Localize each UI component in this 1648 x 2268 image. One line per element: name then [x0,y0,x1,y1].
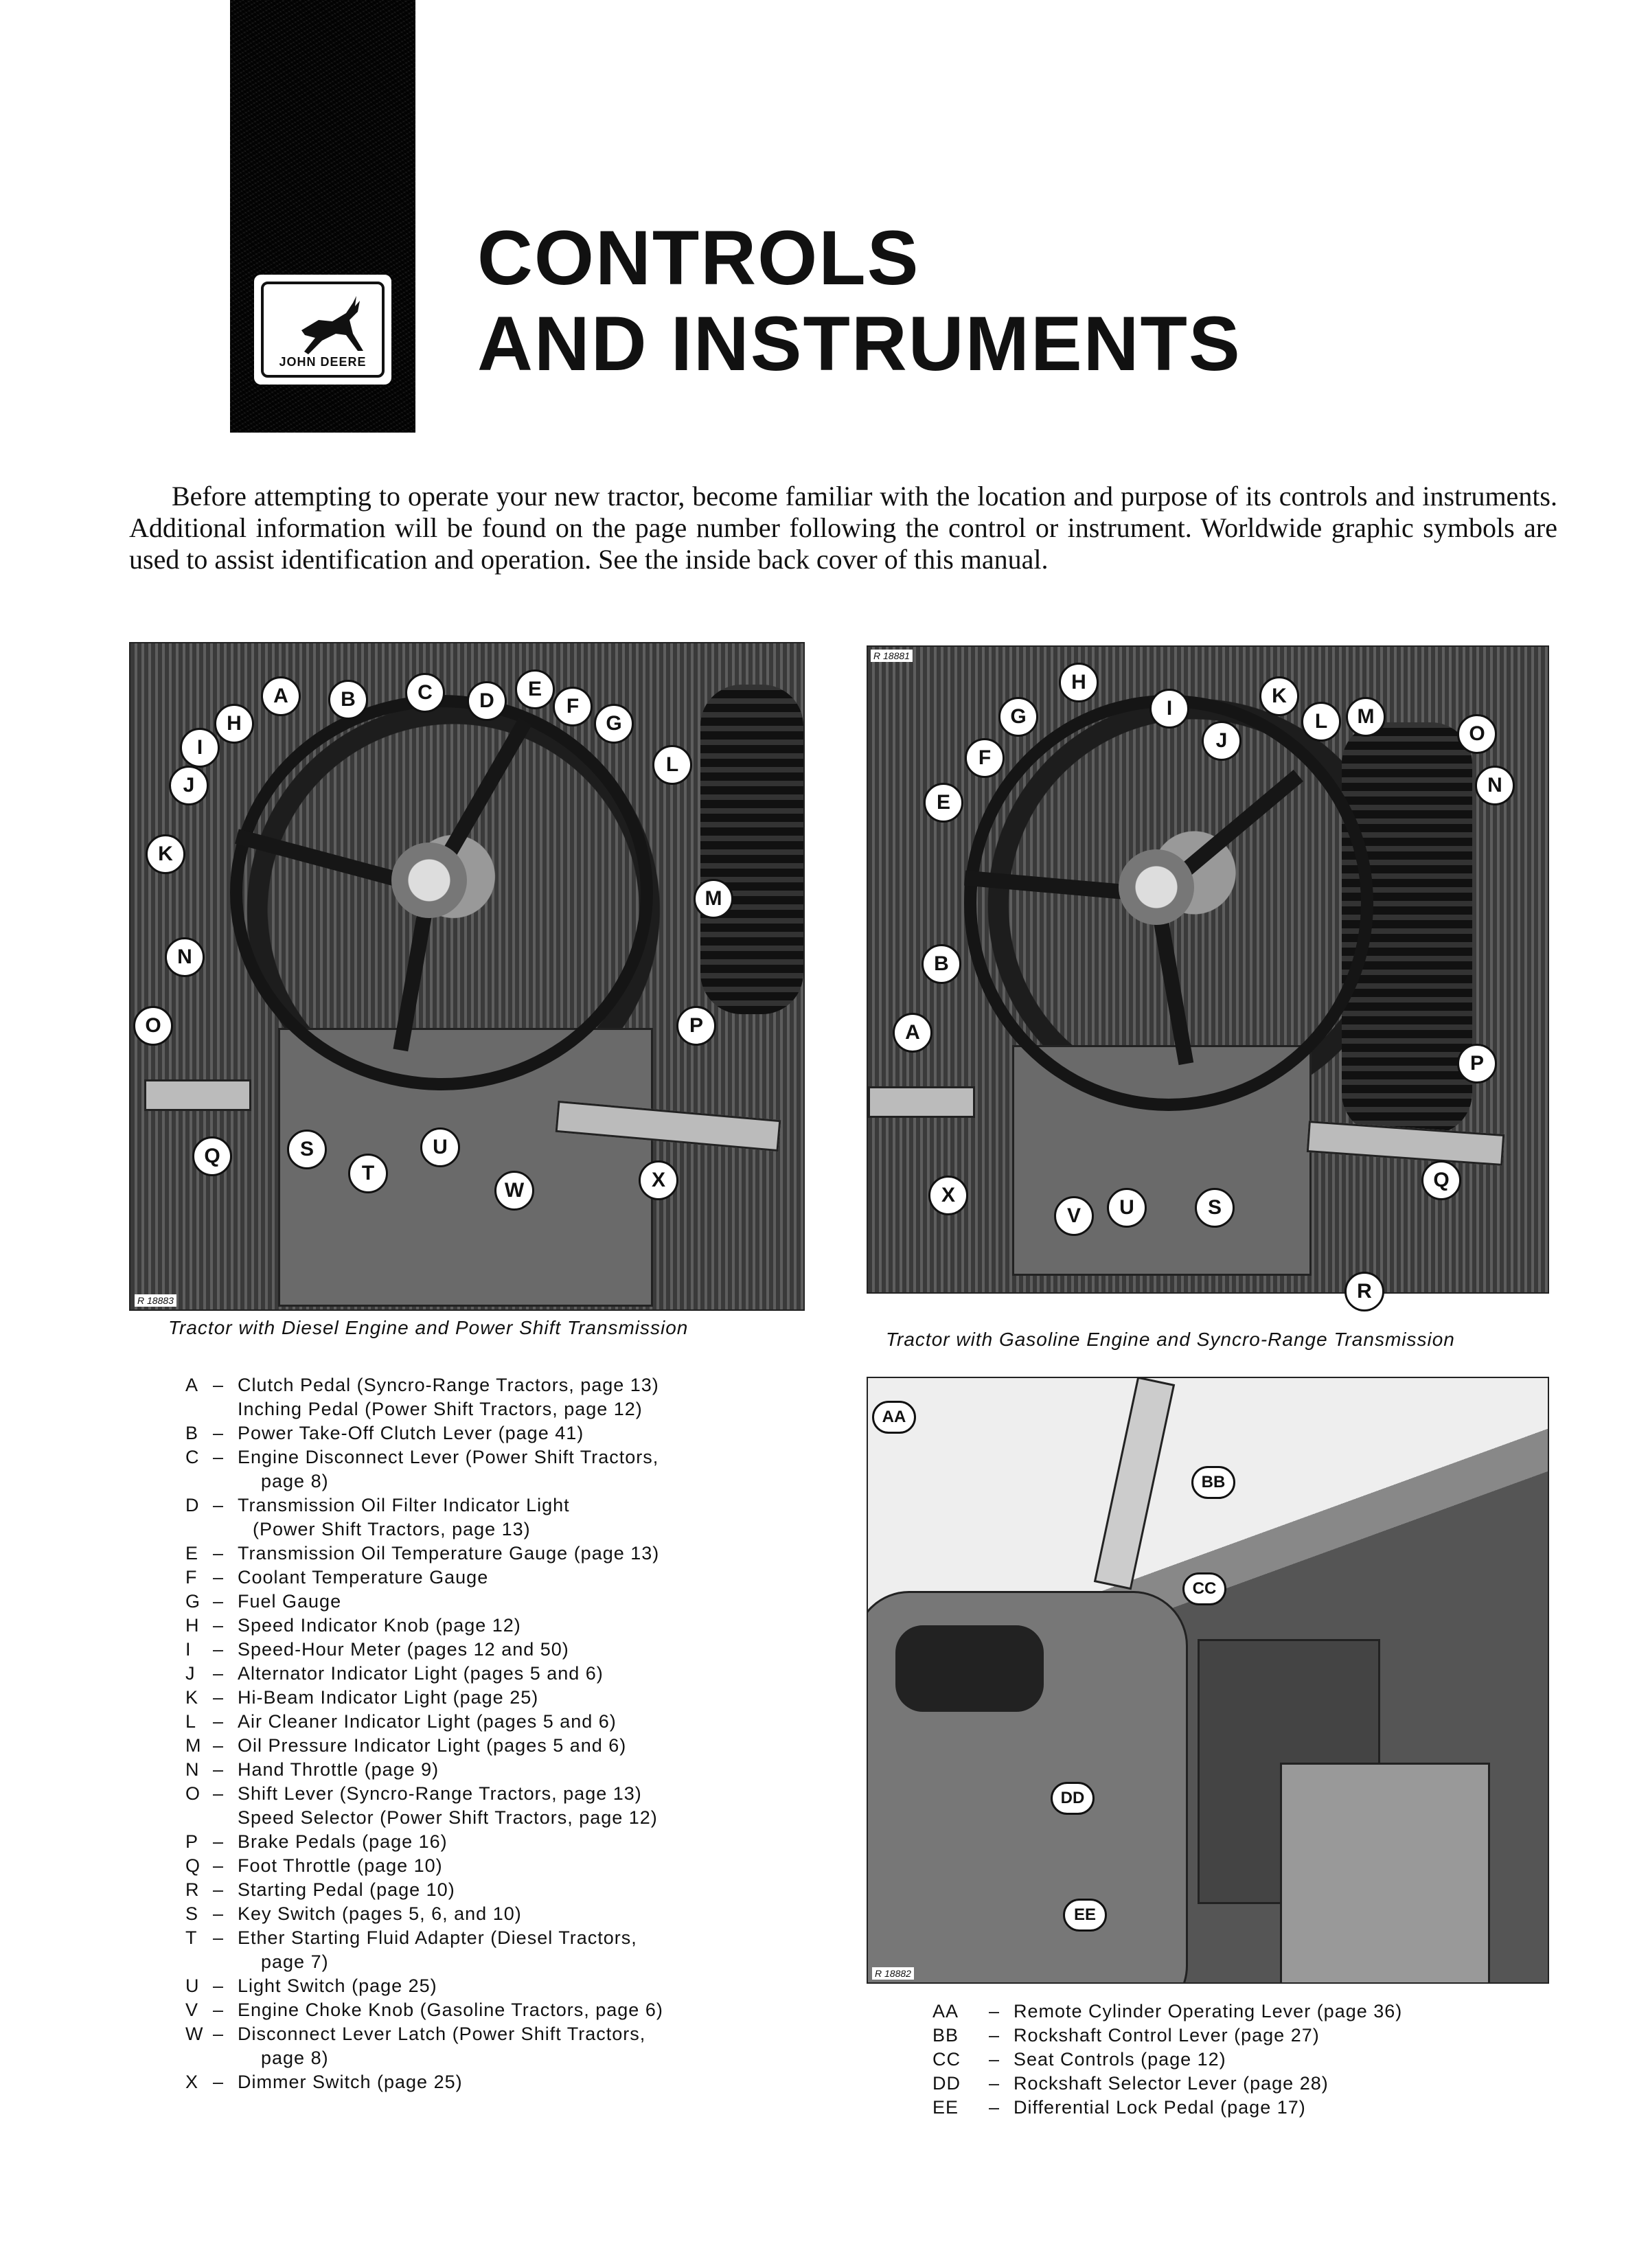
legend-key: CC [932,2049,961,2070]
legend-item-continuation [185,1469,803,1493]
leaping-deer-icon [295,293,370,358]
legend-text: Oil Pressure Indicator Light (pages 5 and 6) [238,1735,627,1756]
legend-item [932,2096,1523,2120]
callout-j: J [1202,721,1241,761]
legend-dash: – [213,1591,225,1612]
gasoline-photo-id: R 18881 [871,650,913,662]
callout-e: E [924,783,963,823]
legend-key: H [185,1615,200,1636]
legend-dash: – [213,1639,225,1660]
legend-key: N [185,1759,200,1780]
callout-i: I [1149,689,1189,729]
legend-text: Air Cleaner Indicator Light (pages 5 and 6) [238,1711,617,1732]
legend-item [185,1902,803,1926]
legend-text: Alternator Indicator Light (pages 5 and 6) [238,1663,604,1684]
callout-p: P [1457,1044,1497,1084]
legend-text: Differential Lock Pedal (page 17) [1014,2097,1306,2118]
callout-g: A [261,676,301,716]
legend-text: Rockshaft Control Lever (page 27) [1014,2025,1320,2046]
callout-ee: EE [1063,1899,1107,1932]
legend-item [185,1926,803,1950]
legend-dash: – [989,2025,1000,2046]
callout-k: E [515,669,555,709]
legend-text: Engine Choke Knob (Gasoline Tractors, page 6) [238,2000,663,2020]
legend-key: O [185,1783,201,1804]
callout-l: L [1301,702,1341,742]
legend-dash: – [213,1543,225,1563]
callout-p: P [676,1006,716,1046]
legend-dash: – [213,1375,225,1395]
legend-dash: – [989,2049,1000,2070]
callout-o: O [1457,714,1497,754]
legend-dash: – [213,1975,225,1996]
callout-s: S [1195,1188,1235,1228]
legend-dash: – [213,1903,225,1924]
legend-item-continuation [185,1517,803,1542]
legend-text: Ether Starting Fluid Adapter (Diesel Tractors, [238,1927,637,1948]
legend-key: I [185,1639,192,1660]
callout-a: O [133,1006,173,1046]
legend-text: Coolant Temperature Gauge [238,1567,489,1588]
legend-key: D [185,1495,200,1515]
legend-dash: – [213,1735,225,1756]
callout-r: R [1344,1272,1384,1311]
legend-key: BB [932,2025,959,2046]
legend-key: Q [185,1855,201,1876]
legend-key: T [185,1927,198,1948]
legend-item [185,1373,803,1397]
legend-dash: – [213,1447,225,1467]
callout-b: N [165,937,205,977]
legend-text-continuation: page 7) [261,1951,329,1972]
legend-item [185,1638,803,1662]
legend-key: R [185,1879,200,1900]
callout-k: K [1259,676,1299,716]
legend-key: B [185,1423,199,1443]
legend-text: Transmission Oil Filter Indicator Light [238,1495,570,1515]
legend-key: U [185,1975,200,1996]
legend-key: EE [932,2097,959,2118]
legend-item [185,1998,803,2022]
legend-text: Rockshaft Selector Lever (page 28) [1014,2073,1329,2094]
legend-item [932,2048,1523,2072]
legend-dash: – [213,1423,225,1443]
legend-key: AA [932,2001,959,2021]
diesel-caption: Tractor with Diesel Engine and Power Shift Transmission [168,1317,689,1338]
legend-text-continuation: Inching Pedal (Power Shift Tractors, page 12) [238,1399,643,1419]
legend-text: Speed-Hour Meter (pages 12 and 50) [238,1639,569,1660]
legend-dash: – [213,1663,225,1684]
callout-m: G [594,704,634,744]
callout-m: M [1346,697,1386,737]
callout-x: X [928,1176,968,1215]
legend-text: Remote Cylinder Operating Lever (page 36) [1014,2001,1403,2021]
controls-legend [185,1373,803,2094]
callout-bb: BB [1191,1466,1235,1499]
callout-e: I [180,728,220,768]
legend-item [185,1710,803,1734]
callout-g: G [998,697,1038,737]
legend-key: C [185,1447,200,1467]
callout-s: W [494,1171,534,1211]
legend-item [185,1878,803,1902]
legend-key: A [185,1375,199,1395]
legend-text: Key Switch (pages 5, 6, and 10) [238,1903,522,1924]
legend-key: V [185,2000,199,2020]
legend-key: P [185,1831,199,1852]
legend-key: M [185,1735,202,1756]
legend-item [185,1493,803,1517]
callout-cc: CC [1182,1572,1226,1605]
legend-dash: – [213,1927,225,1948]
legend-text: Speed Indicator Knob (page 12) [238,1615,521,1636]
callout-aa: AA [872,1401,916,1434]
legend-text: Hand Throttle (page 9) [238,1759,439,1780]
legend-item [185,1590,803,1614]
callout-q: Q [1421,1160,1461,1200]
legend-text: Engine Disconnect Lever (Power Shift Tractors, [238,1447,659,1467]
legend-key: W [185,2024,204,2044]
legend-dash: – [213,1759,225,1780]
legend-item [185,1854,803,1878]
callout-j: D [467,681,507,721]
legend-text: Seat Controls (page 12) [1014,2049,1226,2070]
legend-item [185,2022,803,2046]
callout-n: L [652,745,692,785]
callout-t: U [420,1127,460,1167]
callout-x: Q [192,1136,232,1176]
legend-dash: – [213,1495,225,1515]
seat-photo-id: R 18882 [872,1967,914,1980]
callout-d: J [169,766,209,805]
callout-u: T [348,1154,388,1193]
legend-dash: – [213,1783,225,1804]
legend-text: Light Switch (page 25) [238,1975,437,1996]
legend-text: Dimmer Switch (page 25) [238,2072,463,2092]
legend-dash: – [213,1687,225,1708]
legend-key: DD [932,2073,961,2094]
legend-dash: – [213,2072,225,2092]
callout-q: X [639,1160,678,1200]
intro-paragraph: Before attempting to operate your new tractor, become familiar with the location and purpose of its controls and instruments. Additional information will be found on the page number following the control or instrument. Worldwide graphic symbols are used to assist identification and operation. See the inside back cover of this manual. [129,481,1557,575]
legend-text: Shift Lever (Syncro-Range Tractors, page 13) [238,1783,642,1804]
seat-controls-legend [932,2000,1523,2120]
legend-key: S [185,1903,199,1924]
legend-dash: – [989,2097,1000,2118]
callout-h: H [1059,663,1099,702]
legend-key: J [185,1663,196,1684]
legend-dash: – [989,2073,1000,2094]
legend-text: Transmission Oil Temperature Gauge (page 13) [238,1543,660,1563]
legend-item [185,1445,803,1469]
legend-key: F [185,1567,198,1588]
legend-item [932,2072,1523,2096]
legend-dash: – [213,1567,225,1588]
legend-key: X [185,2072,199,2092]
legend-dash: – [213,1879,225,1900]
callout-c: K [146,834,185,874]
legend-text-continuation: Speed Selector (Power Shift Tractors, page 12) [238,1807,658,1828]
callout-f: H [214,704,254,744]
legend-dash: – [213,1711,225,1732]
callout-i: C [405,673,445,713]
callout-dd: DD [1051,1782,1095,1815]
legend-text-continuation: page 8) [261,1471,329,1491]
legend-key: K [185,1687,199,1708]
legend-item [185,1974,803,1998]
legend-text: Fuel Gauge [238,1591,342,1612]
callout-o: M [694,879,733,919]
legend-item-continuation [185,2046,803,2070]
legend-item [185,1686,803,1710]
legend-dash: – [989,2001,1000,2021]
legend-key: E [185,1543,199,1563]
legend-key: L [185,1711,197,1732]
callout-b: B [922,944,961,984]
page-title-line2: AND INSTRUMENTS [477,301,1241,387]
callout-l: F [553,687,593,726]
legend-item [185,1566,803,1590]
gasoline-caption: Tractor with Gasoline Engine and Syncro-Range Transmission [886,1329,1455,1350]
callout-n: N [1475,766,1515,805]
john-deere-logo [254,275,391,385]
legend-text-continuation: (Power Shift Tractors, page 13) [253,1519,531,1539]
callout-a: A [893,1013,932,1053]
legend-text: Foot Throttle (page 10) [238,1855,443,1876]
callout-h: B [328,680,368,720]
legend-item [185,1542,803,1566]
legend-item [185,2070,803,2094]
legend-dash: – [213,2000,225,2020]
legend-text: Brake Pedals (page 16) [238,1831,448,1852]
legend-item [185,1782,803,1806]
legend-item [185,1734,803,1758]
legend-dash: – [213,1831,225,1852]
legend-item [932,2000,1523,2024]
legend-text: Starting Pedal (page 10) [238,1879,455,1900]
legend-item [185,1662,803,1686]
legend-text: Disconnect Lever Latch (Power Shift Tractors, [238,2024,646,2044]
legend-item [185,1758,803,1782]
callout-v: V [1054,1196,1094,1236]
legend-item-continuation [185,1806,803,1830]
legend-item [185,1830,803,1854]
legend-item-continuation [185,1397,803,1421]
diesel-photo-id: R 18883 [135,1294,176,1307]
legend-text-continuation: page 8) [261,2048,329,2068]
legend-item [932,2024,1523,2048]
legend-key: G [185,1591,201,1612]
legend-text: Power Take-Off Clutch Lever (page 41) [238,1423,584,1443]
legend-text: Clutch Pedal (Syncro-Range Tractors, page 13) [238,1375,659,1395]
legend-dash: – [213,2024,225,2044]
legend-item [185,1421,803,1445]
legend-dash: – [213,1615,225,1636]
logo-text: JOHN DEERE [279,355,367,369]
legend-item-continuation [185,1950,803,1974]
legend-dash: – [213,1855,225,1876]
callout-w: S [287,1130,327,1169]
page-title-line1: CONTROLS [477,215,920,301]
callout-f: F [965,738,1005,778]
legend-text: Hi-Beam Indicator Light (page 25) [238,1687,539,1708]
callout-u: U [1107,1188,1147,1228]
legend-item [185,1614,803,1638]
